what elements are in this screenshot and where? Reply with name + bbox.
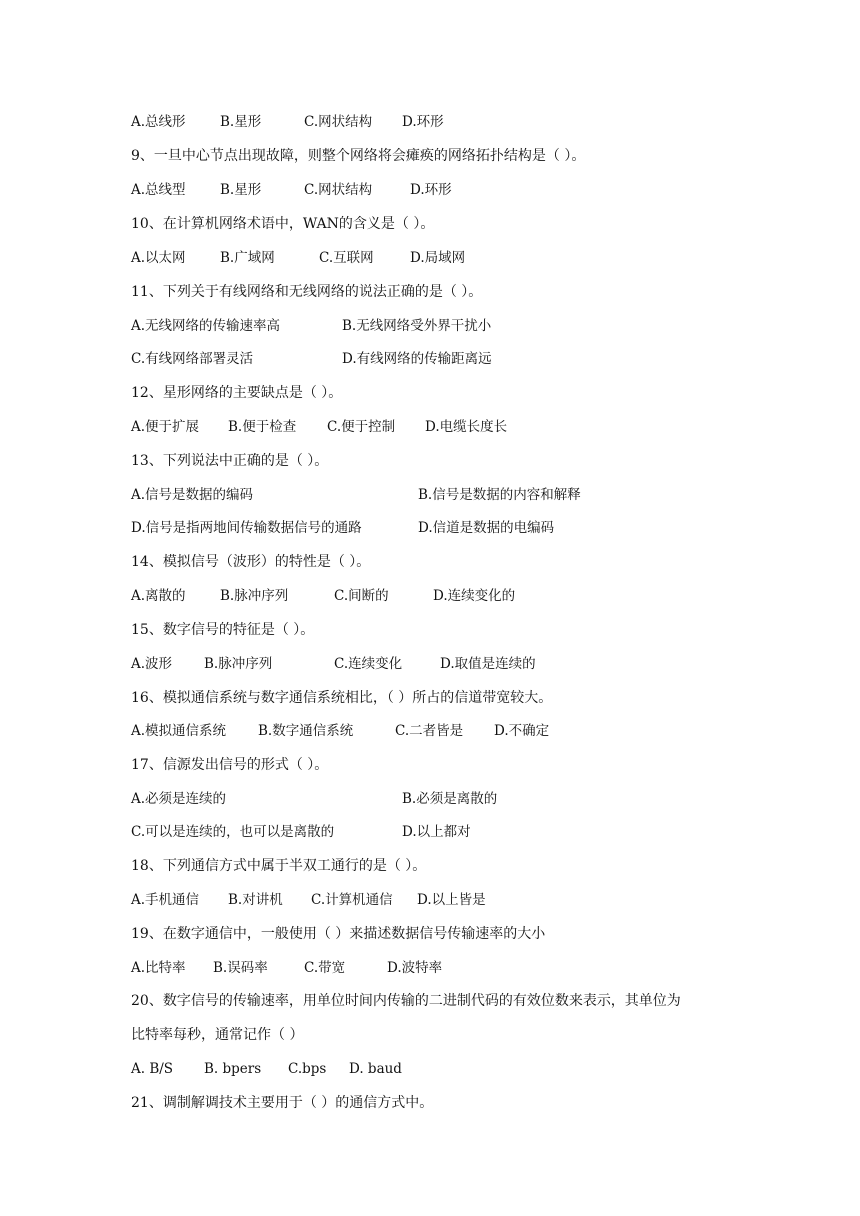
answer-option: D.以上皆是	[417, 892, 486, 908]
answer-option: A.比特率	[131, 960, 186, 976]
answer-option: A. B/S	[131, 1061, 174, 1077]
answer-option: C.网状结构	[304, 182, 373, 198]
answer-option: A.总线型	[131, 182, 186, 198]
answer-option: C.连续变化	[334, 656, 403, 672]
answer-option: B.星形	[220, 114, 262, 130]
answer-option: C.互联网	[319, 250, 374, 266]
answer-option: B.星形	[220, 182, 262, 198]
answer-option: B.对讲机	[228, 892, 283, 908]
answer-option: B.脉冲序列	[204, 656, 273, 672]
answer-option: D.波特率	[387, 960, 443, 976]
answer-option: A.波形	[131, 656, 173, 672]
answer-option: A.模拟通信系统	[131, 723, 227, 739]
answer-option: C.网状结构	[304, 114, 373, 130]
answer-option: B.误码率	[213, 960, 268, 976]
answer-option: A.总线形	[131, 114, 186, 130]
question-text: 20、数字信号的传输速率，用单位时间内传输的二进制代码的有效位数来表示，其单位为	[131, 993, 681, 1009]
answer-option: D. baud	[349, 1061, 402, 1077]
question-text: 19、在数字通信中，一般使用（ ）来描述数据信号传输速率的大小	[131, 926, 546, 942]
answer-option: A.手机通信	[131, 892, 200, 908]
answer-option: C.二者皆是	[395, 723, 464, 739]
answer-option: A.必须是连续的	[131, 791, 227, 807]
question-text: 13、下列说法中正确的是（ ）。	[131, 453, 329, 469]
answer-option: B.广域网	[220, 250, 275, 266]
answer-option: D.取值是连续的	[440, 656, 536, 672]
question-text: 比特率每秒，通常记作（ ）	[131, 1027, 304, 1043]
answer-option: A.无线网络的传输速率高	[131, 318, 281, 334]
answer-option: B.信号是数据的内容和解释	[418, 487, 581, 503]
answer-option: B.便于检查	[228, 419, 297, 435]
answer-option: D.信号是指两地间传输数据信号的通路	[131, 520, 362, 536]
answer-option: A.以太网	[131, 250, 186, 266]
question-text: 14、模拟信号（波形）的特性是（ ）。	[131, 554, 371, 570]
answer-option: C.可以是连续的，也可以是离散的	[131, 824, 335, 840]
answer-option: C.间断的	[334, 588, 389, 604]
answer-option: B. bpers	[204, 1061, 262, 1077]
question-text: 21、调制解调技术主要用于（ ）的通信方式中。	[131, 1095, 434, 1111]
answer-option: D.以上都对	[402, 824, 471, 840]
answer-option: C.有线网络部署灵活	[131, 351, 254, 367]
answer-option: A.信号是数据的编码	[131, 487, 254, 503]
answer-option: D.信道是数据的电编码	[418, 520, 555, 536]
answer-option: D.环形	[402, 114, 444, 130]
question-text: 11、下列关于有线网络和无线网络的说法正确的是（ ）。	[131, 284, 483, 300]
answer-option: D.局域网	[410, 250, 466, 266]
answer-option: A.离散的	[131, 588, 186, 604]
answer-option: A.便于扩展	[131, 419, 200, 435]
answer-option: C.计算机通信	[311, 892, 393, 908]
question-text: 17、信源发出信号的形式（ ）。	[131, 757, 329, 773]
question-text: 9、一旦中心节点出现故障，则整个网络将会瘫痪的网络拓扑结构是（ ）。	[131, 148, 586, 164]
answer-option: B.脉冲序列	[220, 588, 289, 604]
question-text: 16、模拟通信系统与数字通信系统相比，（ ）所占的信道带宽较大。	[131, 690, 553, 706]
answer-option: B.必须是离散的	[402, 791, 498, 807]
answer-option: B.无线网络受外界干扰小	[342, 318, 492, 334]
answer-option: C.带宽	[304, 960, 346, 976]
answer-option: D.不确定	[494, 723, 550, 739]
answer-option: D.电缆长度长	[425, 419, 508, 435]
answer-option: D.连续变化的	[433, 588, 516, 604]
question-text: 10、在计算机网络术语中，WAN的含义是（ ）。	[131, 216, 435, 232]
answer-option: C.bps	[288, 1061, 327, 1077]
answer-option: B.数字通信系统	[258, 723, 354, 739]
question-text: 15、数字信号的特征是（ ）。	[131, 622, 315, 638]
answer-option: D.环形	[410, 182, 452, 198]
question-text: 18、下列通信方式中属于半双工通行的是（ ）。	[131, 858, 427, 874]
answer-option: C.便于控制	[327, 419, 396, 435]
question-text: 12、星形网络的主要缺点是（ ）。	[131, 385, 343, 401]
answer-option: D.有线网络的传输距离远	[342, 351, 492, 367]
